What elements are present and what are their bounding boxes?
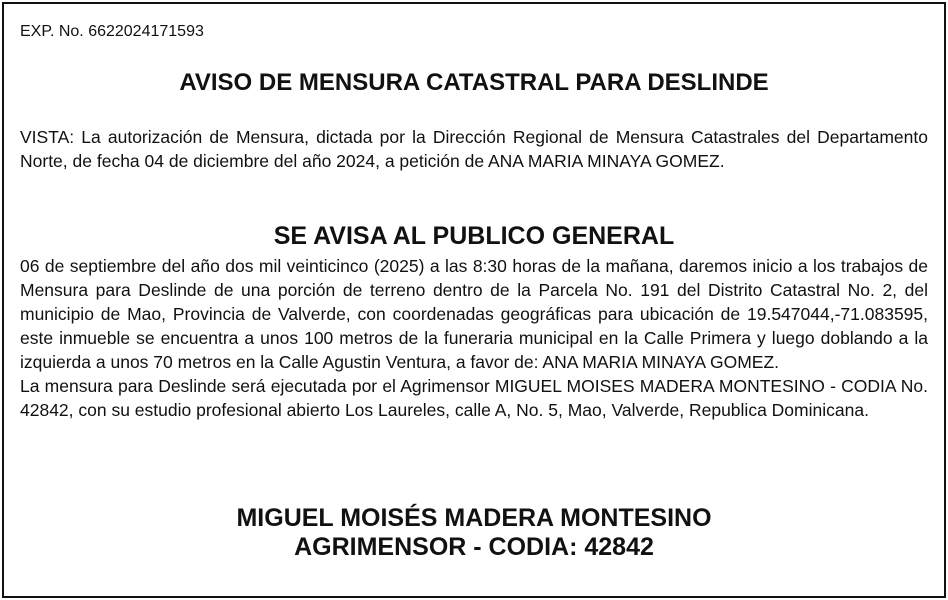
expedient-number: EXP. No. 6622024171593 xyxy=(20,23,204,40)
signature-role: AGRIMENSOR - CODIA: 42842 xyxy=(294,533,654,561)
vista-paragraph: VISTA: La autorización de Mensura, dictada por la Dirección Regional de Mensura Catastrales del Departamento Norte, de fecha 04 de diciembre del año 2024, a petición de ANA MARIA MINAYA GOMEZ. xyxy=(20,127,928,171)
signature-name: MIGUEL MOISÉS MADERA MONTESINO xyxy=(236,504,712,532)
notice-frame xyxy=(2,2,946,598)
public-notice-heading: SE AVISA AL PUBLICO GENERAL xyxy=(273,222,675,250)
notice-content xyxy=(20,4,928,596)
surveyor-paragraph: La mensura para Deslinde será ejecutada por el Agrimensor MIGUEL MOISES MADERA MONTESINO - CODIA No. 42842, con su estudio profesional abierto Los Laureles, calle A, No. 5, Mao, Valverde, Republica Dominicana. xyxy=(20,376,928,420)
signature-block xyxy=(20,504,928,562)
notice-title: AVISO DE MENSURA CATASTRAL PARA DESLINDE xyxy=(179,69,769,96)
notice-body xyxy=(20,254,928,422)
schedule-paragraph: 06 de septiembre del año dos mil veinticinco (2025) a las 8:30 horas de la mañana, daremos inicio a los trabajos de Mensura para Deslinde de una porción de terreno dentro de la Parcela No. 191 del Distrito Catastral No. 2, del municipio de Mao, Provincia de Valverde, con coordenadas geográficas para ubicación de 19.547044,-71.083595, este inmueble se encuentra a unos 100 metros de la funeraria municipal en la Calle Primera y luego doblando a la izquierda a unos 70 metros en la Calle Agustin Ventura, a favor de: ANA MARIA MINAYA GOMEZ. xyxy=(20,256,928,372)
